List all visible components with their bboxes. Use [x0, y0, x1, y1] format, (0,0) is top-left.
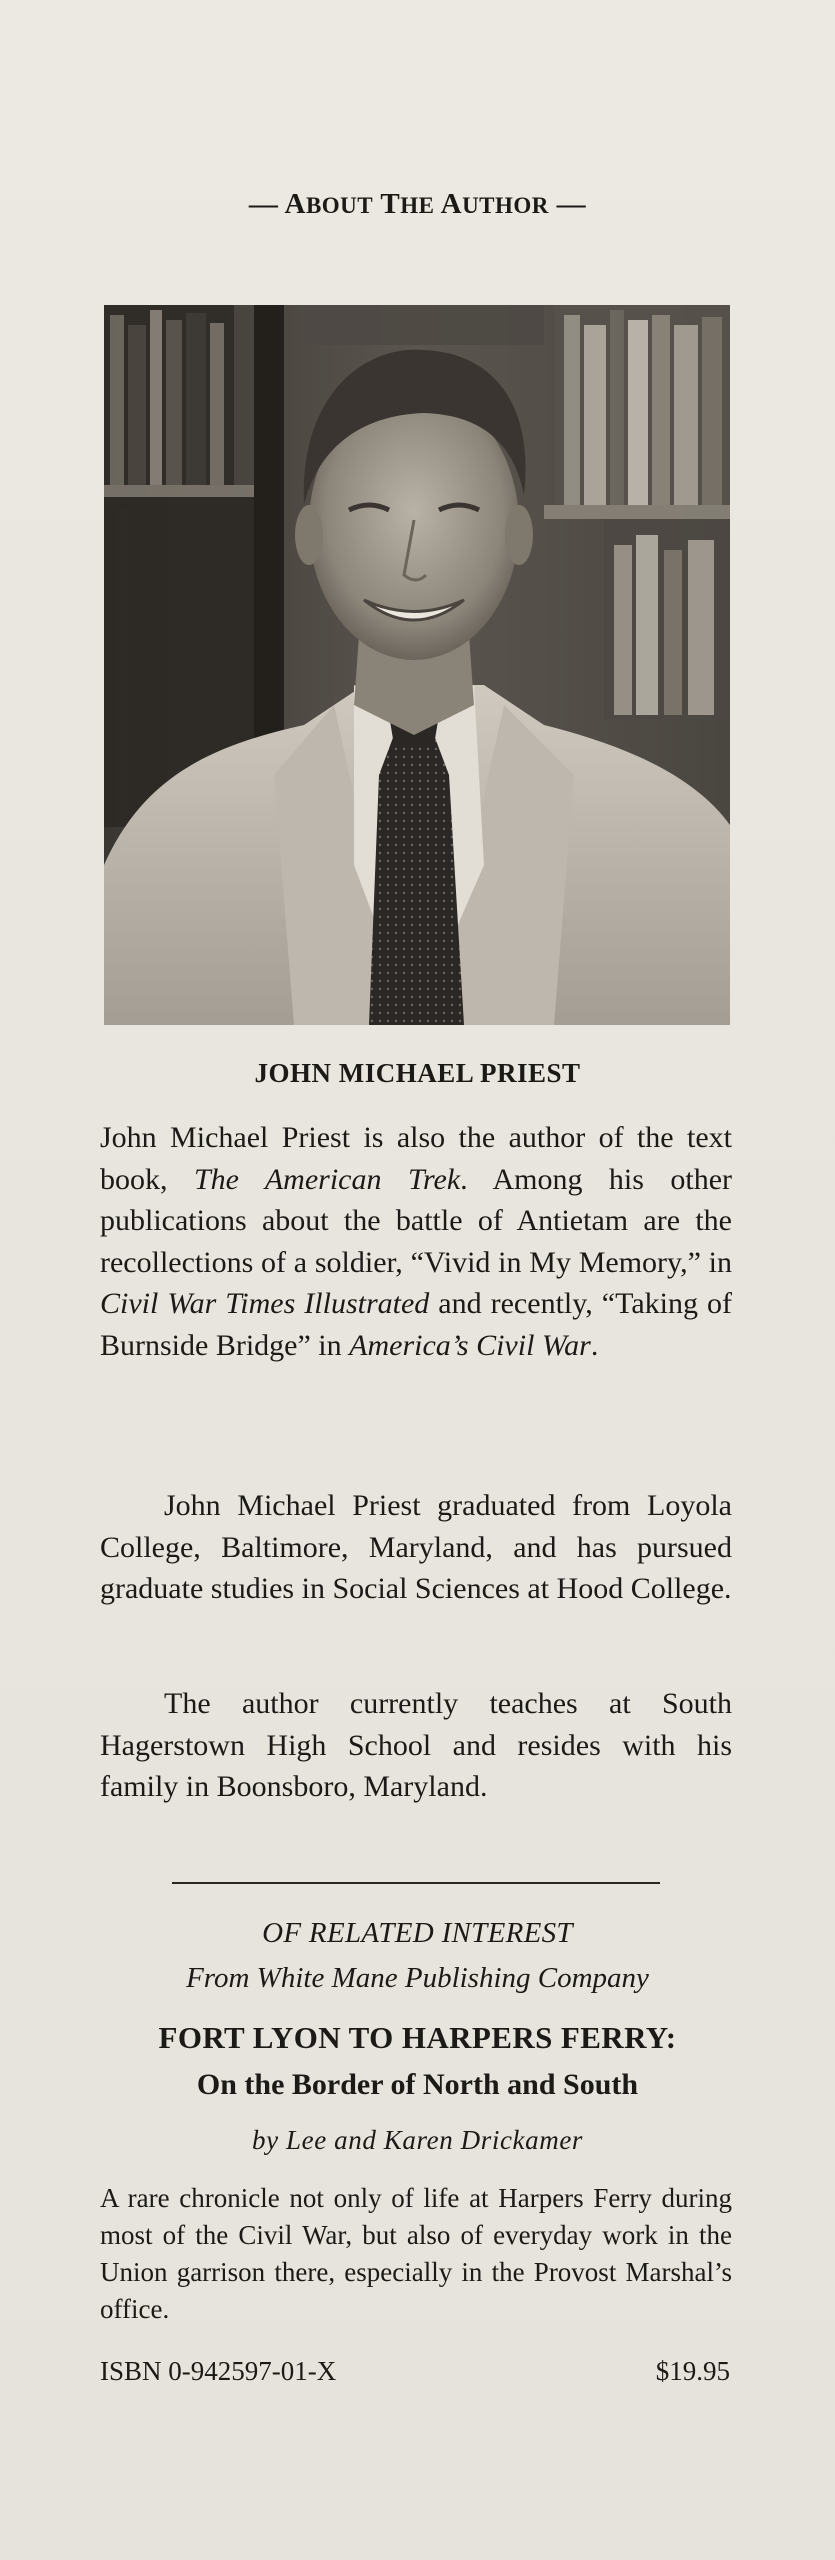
heading-smallcaps: UTHOR	[462, 193, 549, 218]
bio-p2-text: John Michael Priest graduated from Loyola College, Baltimore, Maryland, and has pursued graduate studies in Social Sciences at Hood College.	[100, 1489, 732, 1606]
bio-paragraph-2	[100, 1485, 732, 1610]
divider-rule	[172, 1882, 660, 1884]
isbn-number: ISBN 0-942597-01-X	[100, 2356, 337, 2386]
bio-paragraph-3	[100, 1683, 732, 1808]
heading-text	[285, 188, 549, 220]
author-photo	[104, 305, 730, 1025]
heading-smallcaps: BOUT	[305, 193, 374, 218]
bio-p1-text-d: .	[590, 1328, 599, 1362]
bio-p1-text-a: John Michael Priest is also the author of the text book,	[100, 1121, 732, 1196]
about-author-heading	[0, 188, 835, 221]
related-book-description: A rare chronicle not only of life at Harpers Ferry during most of the Civil War, but also of everyday work in the Union garrison there, especially in the Provost Marshal’s office.	[100, 2183, 732, 2324]
author-name-caption: JOHN MICHAEL PRIEST	[254, 1058, 581, 1088]
bio-paragraph-1	[100, 1117, 732, 1367]
publisher-line: From White Mane Publishing Company	[186, 1962, 649, 1994]
price-label: $19.95	[655, 2356, 730, 2386]
related-book-subtitle: On the Border of North and South	[196, 2068, 639, 2101]
heading-dash-left: —	[248, 188, 285, 220]
related-interest-heading: OF RELATED INTEREST	[262, 1917, 573, 1949]
magazine-title-acw: America’s Civil War	[349, 1328, 591, 1362]
heading-smallcaps: HE	[400, 193, 435, 218]
bio-p1-text-c: and recently, “Taking of Burnside Bridge” in	[100, 1287, 732, 1362]
heading-initial: T	[380, 188, 401, 220]
heading-dash-right: —	[548, 188, 587, 220]
magazine-title-cwti: Civil War Times Illustrated	[100, 1287, 430, 1321]
heading-initial: A	[284, 188, 306, 220]
heading-initial: A	[440, 188, 463, 220]
bio-p1-text-b: . Among his other publications about the battle of Antietam are the recollections of a soldier, “Vivid in My Memory,” in	[100, 1162, 733, 1279]
book-title-american-trek: The American Trek	[193, 1162, 461, 1196]
bio-p3-text: The author currently teaches at South Hagerstown High School and resides with his family in Boonsboro, Maryland.	[100, 1687, 732, 1804]
related-book-byline: by Lee and Karen Drickamer	[251, 2125, 584, 2155]
related-book-title: FORT LYON TO HARPERS FERRY:	[158, 2020, 677, 2055]
author-portrait-image	[104, 305, 730, 1025]
